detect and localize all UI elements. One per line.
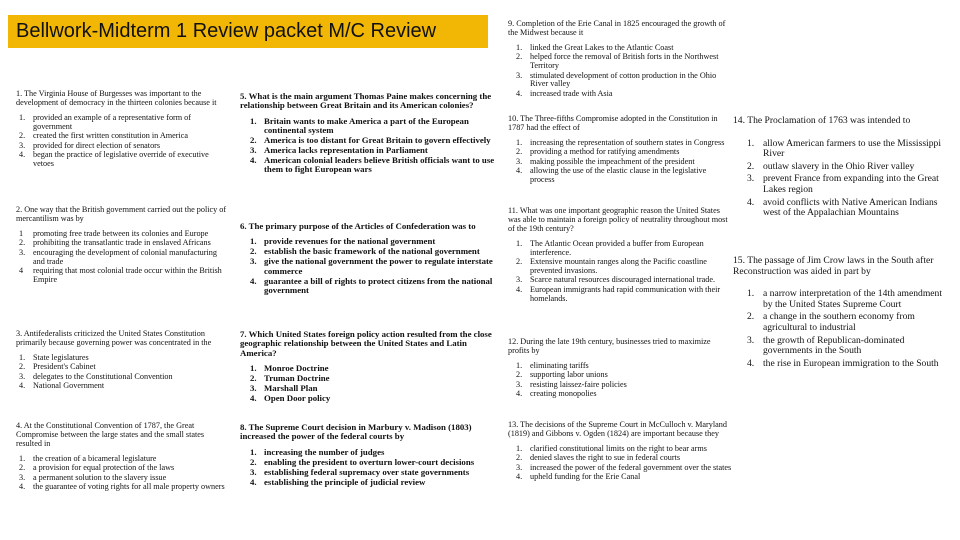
question-stem: 4. At the Constitutional Convention of 1787, the Great Compromise between the large states and the small states resulted in (16, 421, 205, 448)
choice-number: 1. (516, 360, 523, 370)
choice-text: clarified constitutional limits on the right to bear arms (530, 443, 707, 453)
choice-text: a change in the southern economy from agricultural to industrial (763, 311, 915, 333)
answer-choice (733, 198, 949, 219)
choice-text: the guarantee of voting rights for all male property owners (33, 481, 225, 491)
question-11 (508, 207, 732, 304)
choice-number: 1. (516, 238, 523, 248)
question-stem: 14. The Proclamation of 1763 was intended to (733, 115, 911, 126)
choice-number: 2. (516, 370, 523, 380)
choice-number: 2. (516, 147, 523, 157)
choice-text: Scarce natural resources discouraged international trade. (530, 275, 716, 285)
choice-text: began the practice of legislative override of executive vetoes (33, 149, 209, 168)
choice-number: 1. (19, 352, 26, 362)
choice-text: requiring that most colonial trade occur within the British Empire (33, 265, 222, 284)
question-stem: 2. One way that the British government carried out the policy of mercantilism was by (16, 205, 227, 223)
question-3 (16, 330, 228, 391)
question-15 (733, 256, 949, 371)
choice-text: Extensive mountain ranges along the Pacific coastline prevented invasions. (530, 257, 707, 275)
choice-number: 1. (516, 137, 523, 147)
answer-choices (16, 230, 228, 285)
choice-text: helped force the removal of British forts in the Northwest Territory (530, 52, 719, 71)
answer-choice (240, 394, 498, 403)
answer-choice (508, 148, 732, 157)
choice-text: increasing the number of judges (264, 446, 385, 457)
choice-number: 4. (250, 154, 257, 165)
choice-text: delegates to the Constitutional Convention (33, 371, 173, 381)
choice-text: avoid conflicts with Native American Indians west of the Appalachian Mountains (763, 196, 938, 219)
choice-number: 3. (250, 466, 257, 477)
choice-number: 2. (250, 135, 257, 146)
choice-number: 2. (250, 373, 257, 384)
choice-number: 4. (516, 389, 523, 399)
choice-number: 3. (516, 70, 523, 80)
choice-text: creating monopolies (530, 389, 597, 399)
answer-choice (16, 382, 228, 391)
choice-text: upheld funding for the Erie Canal (530, 472, 641, 482)
choice-text: a narrow interpretation of the 14th amendment by the United States Supreme Court (763, 288, 943, 310)
question-stem: 13. The decisions of the Supreme Court in McCulloch v. Maryland (1819) and Gibbons v. Ogden (1824) are important because they (508, 420, 727, 438)
answer-choice (240, 277, 498, 296)
question-13 (508, 421, 734, 482)
answer-choice (240, 156, 498, 175)
choice-number: 1. (19, 112, 26, 122)
choice-text: prevent France from expanding into the Great Lakes region (763, 173, 939, 195)
choice-text: Truman Doctrine (264, 373, 330, 384)
choice-text: European immigrants had rapid communication with their homelands. (530, 284, 721, 303)
question-stem: 7. Which United States foreign policy action resulted from the close geographic relationship between the United States and Latin America? (240, 329, 492, 358)
choice-text: linked the Great Lakes to the Atlantic Coast (530, 42, 674, 52)
choice-number: 3. (516, 462, 523, 472)
answer-choice (508, 72, 732, 90)
choice-text: promoting free trade between its colonies and Europe (33, 228, 209, 238)
choice-text: Open Door policy (264, 392, 331, 403)
question-stem: 8. The Supreme Court decision in Marbury v. Madison (1803) increased the power of the federal courts by (240, 422, 472, 442)
question-4 (16, 422, 228, 492)
answer-choices (508, 362, 732, 399)
choice-number: 2. (516, 52, 523, 62)
answer-choice (733, 336, 949, 357)
choice-text: allowing the use of the elastic clause in the legislative process (530, 166, 707, 184)
choice-number: 4. (747, 196, 755, 208)
choice-text: denied slaves the right to sue in federal courts (530, 453, 681, 463)
choice-text: enabling the president to overturn lower-court decisions (264, 456, 475, 467)
choice-number: 3. (19, 371, 26, 381)
choice-number: 2. (747, 311, 755, 323)
answer-choices (508, 445, 734, 482)
choice-text: give the national government the power to regulate interstate commerce (264, 256, 493, 276)
choice-number: 1. (250, 115, 257, 126)
choice-text: provided an example of a representative form of government (33, 112, 191, 131)
choice-text: provide revenues for the national government (264, 236, 436, 247)
answer-choices (16, 455, 228, 492)
choice-number: 2. (19, 131, 26, 141)
question-stem: 1. The Virginia House of Burgesses was important to the development of democracy in the thirteen colonies because it (16, 89, 217, 107)
choice-text: Britain wants to make America a part of the European continental system (264, 115, 469, 136)
choice-number: 1. (747, 288, 755, 300)
answer-choices (240, 237, 498, 295)
choice-number: 4. (516, 472, 523, 482)
choice-number: 3. (19, 247, 26, 257)
answer-choices (508, 139, 732, 185)
answer-choice (16, 132, 228, 141)
question-7 (240, 330, 498, 404)
answer-choices (16, 354, 228, 391)
answer-choice (733, 359, 949, 370)
answer-choice (16, 249, 228, 267)
choice-number: 4. (516, 88, 523, 98)
question-stem: 6. The primary purpose of the Articles of Confederation was to (240, 221, 476, 231)
answer-choice (508, 167, 732, 185)
answer-choice (240, 117, 498, 136)
choice-number: 3. (19, 472, 26, 482)
choice-text: America lacks representation in Parliament (264, 145, 428, 156)
answer-choice (16, 267, 228, 285)
answer-choice (733, 139, 949, 160)
choice-number: 2. (250, 456, 257, 467)
choice-number: 3. (250, 383, 257, 394)
choice-text: The Atlantic Ocean provided a buffer from European interference. (530, 238, 704, 257)
question-stem: 9. Completion of the Erie Canal in 1825 encouraged the growth of the Midwest because it (508, 19, 726, 37)
answer-choice (240, 448, 498, 457)
choice-text: President's Cabinet (33, 362, 96, 372)
choice-number: 4. (516, 166, 523, 176)
answer-choice (733, 174, 949, 195)
choice-number: 4. (250, 476, 257, 487)
answer-choice (733, 312, 949, 333)
choice-number: 1 (19, 228, 24, 238)
question-9 (508, 20, 732, 99)
choice-text: outlaw slavery in the Ohio River valley (763, 160, 915, 172)
answer-choice (508, 90, 732, 99)
choice-number: 4. (250, 275, 257, 286)
choice-number: 4. (19, 481, 26, 491)
choice-text: increased the power of the federal government over the states (530, 462, 732, 472)
answer-choice (16, 151, 228, 169)
question-stem: 12. During the late 19th century, businesses tried to maximize profits by (508, 337, 711, 355)
answer-choice (16, 483, 228, 492)
choice-text: stimulated development of cotton production in the Ohio River valley (530, 70, 717, 89)
choice-text: eliminating tariffs (530, 360, 589, 370)
choice-text: the growth of Republican-dominated governments in the South (763, 334, 905, 357)
choice-number: 3. (747, 173, 755, 185)
choice-number: 3. (516, 379, 523, 389)
question-10 (508, 115, 732, 185)
choice-text: the rise in European immigration to the South (763, 357, 939, 369)
answer-choice (508, 276, 732, 285)
choice-text: provided for direct election of senators (33, 140, 161, 150)
question-14 (733, 116, 949, 221)
answer-choices (508, 240, 732, 304)
answer-choice (240, 257, 498, 276)
choice-text: establish the basic framework of the national government (264, 246, 480, 257)
answer-choice (508, 286, 732, 304)
choice-number: 1. (516, 42, 523, 52)
choice-text: supporting labor unions (530, 370, 608, 380)
choice-number: 1. (516, 443, 523, 453)
answer-choice (240, 478, 498, 487)
choice-number: 2. (516, 453, 523, 463)
choice-number: 2. (19, 362, 26, 372)
question-stem: 5. What is the main argument Thomas Paine makes concerning the relationship between Great Britain and its American colonies? (240, 91, 492, 111)
answer-choice (508, 454, 734, 463)
choice-number: 3. (747, 334, 755, 346)
choice-number: 2. (516, 257, 523, 267)
choice-number: 3. (250, 145, 257, 156)
choice-number: 4. (747, 357, 755, 369)
answer-choices (16, 114, 228, 169)
question-1 (16, 90, 228, 169)
answer-choice (733, 162, 949, 173)
question-stem: 10. The Three-fifths Compromise adopted in the Constitution in 1787 had the effect of (508, 114, 718, 132)
answer-choices (240, 117, 498, 175)
choice-text: establishing the principle of judicial review (264, 476, 426, 487)
choice-number: 1. (250, 363, 257, 374)
choice-text: Monroe Doctrine (264, 363, 329, 374)
choice-text: increased trade with Asia (530, 88, 613, 98)
choice-number: 4 (19, 265, 24, 275)
choice-text: National Government (33, 381, 105, 391)
choice-text: created the first written constitution in America (33, 131, 189, 141)
choice-number: 2. (250, 246, 257, 257)
question-stem: 15. The passage of Jim Crow laws in the South after Reconstruction was aided in part by (733, 255, 934, 277)
choice-text: establishing federal supremacy over state governments (264, 466, 470, 477)
choice-text: a permanent solution to the slavery issue (33, 472, 167, 482)
choice-number: 3. (250, 256, 257, 267)
choice-number: 1. (747, 137, 755, 149)
choice-number: 4. (516, 284, 523, 294)
choice-text: Marshall Plan (264, 383, 318, 394)
choice-text: encouraging the development of colonial manufacturing and trade (33, 247, 217, 266)
choice-number: 3. (516, 156, 523, 166)
choice-text: the creation of a bicameral legislature (33, 453, 157, 463)
choice-number: 2. (19, 463, 26, 473)
choice-text: prohibiting the transatlantic trade in enslaved Africans (33, 238, 211, 248)
answer-choices (733, 139, 949, 219)
answer-choice (508, 53, 732, 71)
choice-text: increasing the representation of southern states in Congress (530, 137, 725, 147)
choice-number: 1. (19, 453, 26, 463)
answer-choice (508, 258, 732, 276)
answer-choices (240, 364, 498, 403)
choice-text: a provision for equal protection of the laws (33, 463, 175, 473)
choice-text: guarantee a bill of rights to protect citizens from the national government (264, 275, 493, 295)
choice-number: 3. (19, 140, 26, 150)
answer-choice (508, 390, 732, 399)
question-2 (16, 206, 228, 285)
slide-title (8, 15, 488, 48)
choice-text: allow American farmers to use the Mississippi River (763, 137, 941, 160)
choice-text: American colonial leaders believe British officials want to use them to fight European wars (264, 154, 495, 175)
choice-number: 3. (516, 275, 523, 285)
question-8 (240, 423, 498, 487)
choice-number: 1. (250, 446, 257, 457)
choice-number: 4. (19, 149, 26, 159)
answer-choice (240, 468, 498, 477)
choice-text: America is too distant for Great Britain to govern effectively (264, 135, 491, 146)
answer-choice (508, 371, 732, 380)
question-12 (508, 338, 732, 399)
choice-number: 1. (250, 236, 257, 247)
answer-choice (508, 473, 734, 482)
answer-choices (508, 44, 732, 99)
answer-choice (508, 240, 732, 258)
answer-choice (733, 289, 949, 310)
answer-choice (240, 458, 498, 467)
answer-choice (16, 239, 228, 248)
choice-text: making possible the impeachment of the president (530, 156, 695, 166)
answer-choices (733, 289, 949, 369)
question-stem: 11. What was one important geographic reason the United States was able to maintain a foreign policy of neutrality throughout most of the 19th century? (508, 206, 728, 233)
answer-choices (240, 448, 498, 487)
answer-choice (16, 464, 228, 473)
answer-choice (16, 363, 228, 372)
choice-text: providing a method for ratifying amendments (530, 147, 680, 157)
choice-number: 4. (19, 381, 26, 391)
question-6 (240, 222, 498, 296)
choice-text: State legislatures (33, 352, 89, 362)
choice-number: 4. (250, 392, 257, 403)
choice-text: resisting laissez-faire policies (530, 379, 627, 389)
choice-number: 2. (19, 238, 26, 248)
answer-choice (16, 114, 228, 132)
choice-number: 2. (747, 160, 755, 172)
question-stem: 3. Antifederalists criticized the United States Constitution primarily because governing power was concentrated in the (16, 329, 212, 347)
slide-title-text: Bellwork-Midterm 1 Review packet M/C Review (16, 20, 437, 42)
question-5 (240, 92, 498, 175)
